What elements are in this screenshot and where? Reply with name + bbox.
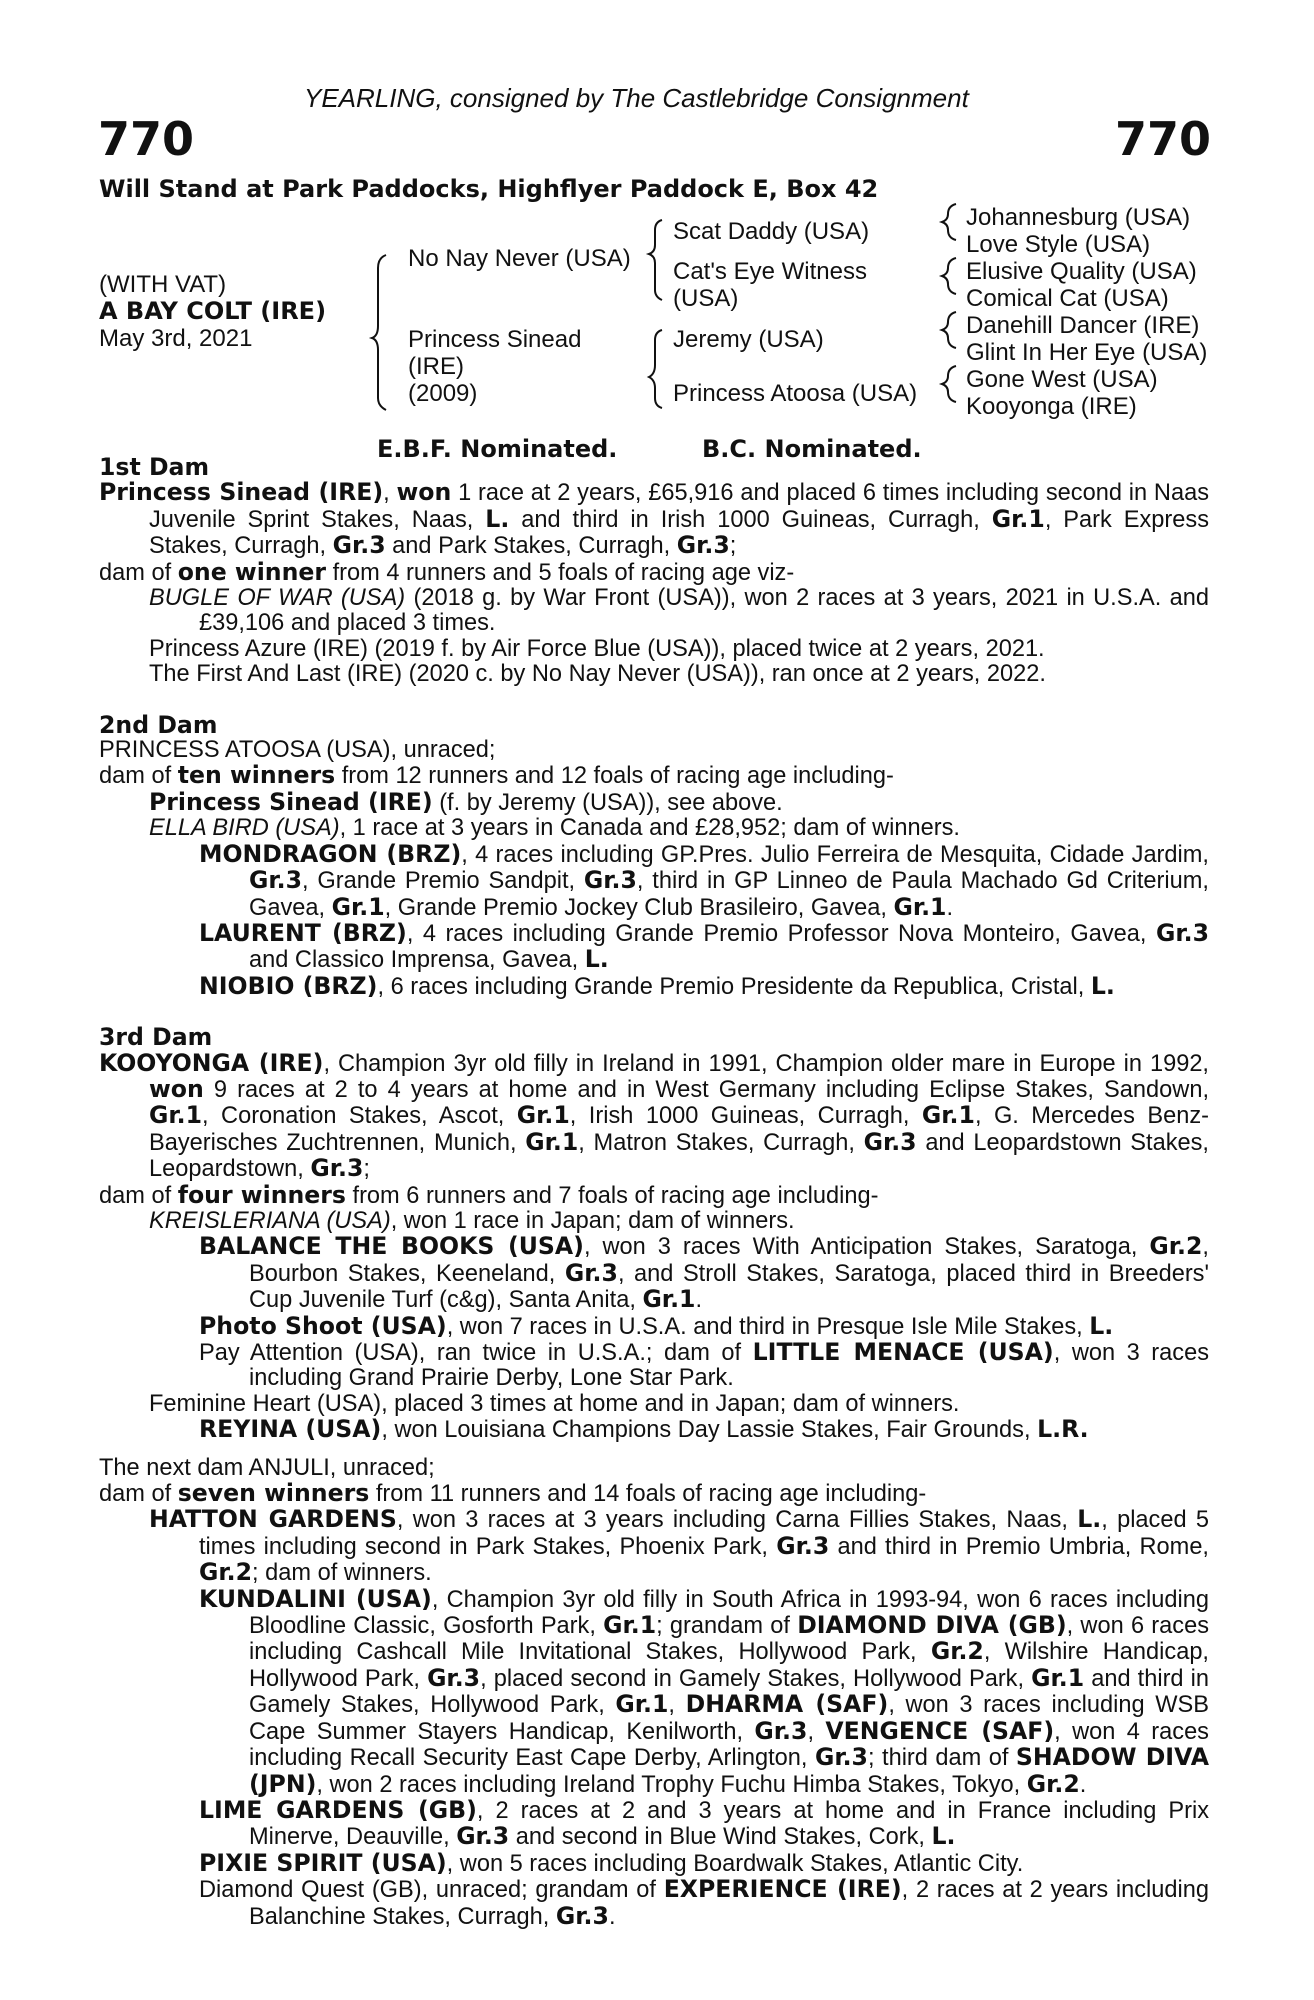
progeny-text: , won 3 races at 3 years including Carna Fillies Stakes, Naas, <box>396 1507 1078 1534</box>
group-mark: Gr.3 <box>676 531 730 560</box>
grand-progeny-item <box>99 1848 1209 1877</box>
dam3-winners: four winners <box>177 1180 346 1209</box>
dam1-text: 1 race at 2 years, £65,916 and placed 6 times including second in Naas Juvenile Sprint Stakes, Naas, <box>149 480 1209 533</box>
progeny-text: , won 4 races including Recall Security East Cape Derby, Arlington, <box>249 1718 1209 1772</box>
dam1-text: and third in Irish 1000 Guineas, Curragh, <box>509 506 992 533</box>
dam-dam-sire: Gone West (USA) <box>966 366 1158 393</box>
progeny-text: . <box>608 1903 616 1930</box>
group-mark: Gr.1 <box>331 892 385 921</box>
dam-dam-dam: Kooyonga (IRE) <box>966 393 1137 420</box>
grand-progeny-item <box>99 839 1209 921</box>
lot-number-left: 770 <box>98 112 195 166</box>
progeny-name: LIME GARDENS (GB) <box>199 1795 477 1824</box>
group-mark: Gr.1 <box>921 1101 975 1130</box>
progeny-name: PIXIE SPIRIT (USA) <box>199 1848 447 1877</box>
listed-mark: L. <box>931 1822 956 1851</box>
dam-sire-dam: Glint In Her Eye (USA) <box>966 339 1208 366</box>
sire-dam-sire: Elusive Quality (USA) <box>966 258 1197 285</box>
dam3-text: , G. Mercedes Benz-Bayerisches Zuchtrennen, Munich, <box>149 1103 1209 1156</box>
dam4-winners: seven winners <box>177 1479 370 1508</box>
progeny-name: ELLA BIRD (USA) <box>149 815 340 842</box>
progeny-name: LAURENT (BRZ) <box>199 918 407 947</box>
group-mark: Gr.3 <box>310 1154 364 1183</box>
group-mark: Gr.3 <box>1155 918 1209 947</box>
dam3-text: , Champion 3yr old filly in Ireland in 1991, Champion older mare in Europe in 1992, <box>323 1050 1209 1077</box>
dam1-won: won <box>396 478 452 507</box>
grand-progeny-item <box>99 1234 1209 1313</box>
grand-progeny-item <box>99 1877 1209 1930</box>
progeny-text: , won 6 races including Cashcall Mile Invitational Stakes, Hollywood Park, <box>249 1613 1209 1666</box>
dam3-text: , Coronation Stakes, Ascot, <box>202 1103 517 1130</box>
progeny-item: Feminine Heart (USA), placed 3 times at home and in Japan; dam of winners. <box>149 1390 960 1417</box>
ebf-nomination: E.B.F. Nominated. <box>377 435 618 463</box>
dam1-damof: dam of <box>99 559 178 586</box>
progeny-name: REYINA (USA) <box>199 1415 382 1444</box>
progeny-text: , 1 race at 3 years in Canada and £28,952; dam of winners. <box>339 815 960 842</box>
dam1-damof: from 4 runners and 5 foals of racing age viz- <box>326 559 795 586</box>
dam1-record: Princess Sinead (IRE), won 1 race at 2 years, £65,916 and placed 6 times including second in Naas Juvenile Sprint Stakes, Naas, L. and third in Irish 1000 Guineas, Curragh, Gr.1, Park Express Stakes, Curragh, Gr.3 and Park Stakes, Curragh, Gr.3; <box>99 478 1209 560</box>
dam-name-line2: (IRE) <box>408 353 464 380</box>
progeny-text: ; third dam of <box>867 1745 1016 1772</box>
group-mark: Gr.3 <box>249 866 303 895</box>
dam2-heading: 2nd Dam <box>99 710 218 739</box>
progeny-text: , 6 races including Grande Premio Presidente da Republica, Cristal, <box>377 973 1091 1000</box>
group-mark: Gr.3 <box>754 1716 808 1745</box>
dam3-won: won <box>149 1074 204 1103</box>
progeny-name: Princess Sinead (IRE) <box>149 787 433 816</box>
progeny-name: KREISLERIANA (USA) <box>149 1207 391 1234</box>
progeny-item: The First And Last (IRE) (2020 c. by No Nay Never (USA)), ran once at 2 years, 2022. <box>149 661 1046 688</box>
progeny-item <box>99 787 1209 816</box>
progeny-text: . <box>1079 1771 1087 1798</box>
progeny-text: (2018 g. by War Front (USA)), won 2 races at 3 years, 2021 in U.S.A. and £39,106 and placed 3 times. <box>199 585 1210 637</box>
progeny-text: , won 5 races including Boardwalk Stakes, Atlantic City. <box>446 1850 1024 1877</box>
sire-dam-dam: Comical Cat (USA) <box>966 285 1169 312</box>
progeny-text: , won 3 races including WSB Cape Summer Stayers Handicap, Kenilworth, <box>249 1692 1209 1745</box>
progeny-text: , Grande Premio Jockey Club Brasileiro, Gavea, <box>384 894 894 921</box>
progeny-name: BALANCE THE BOOKS (USA) <box>199 1232 584 1261</box>
progeny-text: , 4 races including GP.Pres. Julio Ferreira de Mesquita, Cidade Jardim, <box>461 841 1209 868</box>
grand-progeny-item <box>99 1584 1209 1798</box>
dam2-winners: ten winners <box>177 761 336 790</box>
dam3-text: , Irish 1000 Guineas, Curragh, <box>569 1103 922 1130</box>
progeny-name: DHARMA (SAF) <box>685 1690 889 1719</box>
dam-name-line3: (2009) <box>408 380 478 407</box>
sire-dam-line2: (USA) <box>673 285 739 312</box>
progeny-item <box>99 1209 1209 1234</box>
progeny-text: (f. by Jeremy (USA)), see above. <box>432 789 783 816</box>
dam1-text: and Park Stakes, Curragh, <box>385 533 677 560</box>
progeny-name: HATTON GARDENS <box>149 1505 397 1534</box>
progeny-text: , 4 races including Grande Premio Professor Nova Monteiro, Gavea, <box>406 920 1156 947</box>
progeny-name: BUGLE OF WAR (USA) <box>149 585 406 612</box>
grand-progeny-item <box>99 1340 1209 1392</box>
progeny-item: Princess Azure (IRE) (2019 f. by Air Force Blue (USA)), placed twice at 2 years, 2021. <box>149 635 1045 662</box>
progeny-text: , Champion 3yr old filly in South Africa in 1993-94, won 6 races including Bloodline Classic, Gosforth Park, <box>249 1586 1209 1640</box>
listed-mark: L.R. <box>1037 1415 1089 1444</box>
progeny-name: SHADOW DIVA (JPN) <box>249 1743 1209 1798</box>
sire-sire-sire: Johannesburg (USA) <box>966 204 1191 231</box>
horse-name: A BAY COLT (IRE) <box>99 297 327 325</box>
progeny-text: , <box>668 1692 686 1719</box>
dam4-produce-summary <box>99 1481 1209 1507</box>
dam4-damof: dam of <box>99 1481 178 1508</box>
dam-sire-sire: Danehill Dancer (IRE) <box>966 312 1200 339</box>
group-mark: Gr.3 <box>555 1901 609 1930</box>
group-mark: Gr.3 <box>814 1743 868 1772</box>
dam-dam: Princess Atoosa (USA) <box>673 380 918 407</box>
progeny-text: Pay Attention (USA), ran twice in U.S.A.; dam of <box>199 1340 753 1366</box>
group-mark: Gr.1 <box>615 1690 669 1719</box>
group-mark: Gr.2 <box>199 1558 253 1587</box>
group-mark: Gr.2 <box>1026 1769 1080 1798</box>
progeny-item <box>99 1507 1209 1586</box>
group-mark: Gr.1 <box>1031 1663 1085 1692</box>
progeny-text: , and Stroll Stakes, Saratoga, placed third in Breeders' Cup Juvenile Turf (c&g), Santa Anita, <box>249 1260 1209 1314</box>
dam3-name: KOOYONGA (IRE) <box>99 1048 324 1077</box>
group-mark: Gr.1 <box>893 892 947 921</box>
dam2-damof: dam of <box>99 763 178 790</box>
sire-sire: Scat Daddy (USA) <box>673 218 870 245</box>
dam2-line: PRINCESS ATOOSA (USA), unraced; <box>99 737 496 764</box>
dam3-damof: dam of <box>99 1182 178 1209</box>
listed-mark: L. <box>1089 1311 1114 1340</box>
progeny-name: EXPERIENCE (IRE) <box>663 1875 902 1904</box>
sire-dam-line1: Cat's Eye Witness <box>673 258 867 285</box>
progeny-name: MONDRAGON (BRZ) <box>199 839 462 868</box>
progeny-text: and Classico Imprensa, Gavea, <box>249 947 585 974</box>
progeny-text: , <box>807 1718 826 1745</box>
dam1-produce-summary <box>99 557 1209 586</box>
dam3-damof: from 6 runners and 7 foals of racing age including- <box>345 1182 879 1209</box>
progeny-text: , won Louisiana Champions Day Lassie Stakes, Fair Grounds, <box>381 1417 1038 1444</box>
dam3-text: ; <box>363 1156 370 1183</box>
progeny-text: , won 1 race in Japan; dam of winners. <box>390 1207 795 1234</box>
foaling-date: May 3rd, 2021 <box>99 325 253 352</box>
dam3-text: and Leopardstown Stakes, Leopardstown, <box>149 1129 1209 1183</box>
group-mark: Gr.3 <box>332 531 386 560</box>
group-mark: Gr.1 <box>149 1101 203 1130</box>
dam3-text: 9 races at 2 to 4 years at home and in West Germany including Eclipse Stakes, Sandown, <box>203 1076 1209 1103</box>
progeny-item <box>99 816 1209 841</box>
progeny-text: , 2 races at 2 years including Balanchine Stakes, Curragh, <box>249 1877 1210 1930</box>
consignment-subtitle: YEARLING, consigned by The Castlebridge Consignment <box>304 83 969 113</box>
group-mark: Gr.1 <box>991 504 1045 533</box>
grand-progeny-item <box>99 971 1209 1000</box>
progeny-text: , won 3 races With Anticipation Stakes, Saratoga, <box>583 1234 1150 1261</box>
progeny-name: NIOBIO (BRZ) <box>199 971 378 1000</box>
progeny-name: LITTLE MENACE (USA) <box>752 1338 1054 1366</box>
dam4-damof: from 11 runners and 14 foals of racing age including- <box>369 1481 927 1508</box>
progeny-text: ; dam of winners. <box>252 1560 432 1587</box>
dam1-text: , Park Express Stakes, Curragh, <box>149 506 1209 560</box>
progeny-text: , third in GP Linneo de Paula Machado Gd Criterium, Gavea, <box>249 868 1209 921</box>
listed-mark: L. <box>485 504 510 533</box>
group-mark: Gr.3 <box>863 1127 917 1156</box>
progeny-name: VENGENCE (SAF) <box>825 1716 1055 1745</box>
dam-sire: Jeremy (USA) <box>673 326 824 353</box>
progeny-text: , placed second in Gamely Stakes, Hollywood Park, <box>480 1665 1032 1692</box>
dam2-produce-summary <box>99 763 1209 789</box>
group-mark: Gr.3 <box>776 1531 830 1560</box>
progeny-item <box>99 586 1209 637</box>
sire-sire-dam: Love Style (USA) <box>966 231 1151 258</box>
stand-location: Will Stand at Park Paddocks, Highflyer Paddock E, Box 42 <box>99 175 879 203</box>
listed-mark: L. <box>584 945 609 974</box>
progeny-text: . <box>946 894 954 921</box>
sire-name: No Nay Never (USA) <box>408 245 631 272</box>
progeny-text: , won 3 races including Grand Prairie Derby, Lone Star Park. <box>249 1340 1209 1392</box>
progeny-text: and third in Gamely Stakes, Hollywood Park, <box>249 1665 1209 1719</box>
group-mark: Gr.3 <box>427 1663 481 1692</box>
grand-progeny-item <box>99 1795 1209 1851</box>
progeny-text: , placed 5 times including second in Park Stakes, Phoenix Park, <box>199 1507 1209 1560</box>
listed-mark: L. <box>1090 971 1115 1000</box>
dam3-text: , Matron Stakes, Curragh, <box>578 1129 864 1156</box>
progeny-text: , won 2 races including Ireland Trophy Fuchu Himba Stakes, Tokyo, <box>316 1771 1027 1798</box>
group-mark: Gr.3 <box>564 1258 618 1287</box>
vat-note: (WITH VAT) <box>99 271 227 298</box>
group-mark: Gr.2 <box>1149 1232 1203 1261</box>
progeny-name: DIAMOND DIVA (GB) <box>797 1611 1067 1640</box>
progeny-text: . <box>695 1287 703 1314</box>
dam3-heading: 3rd Dam <box>99 1023 213 1052</box>
dam2-damof: from 12 runners and 12 foals of racing age including- <box>335 763 894 790</box>
grand-progeny-item <box>99 1417 1209 1443</box>
progeny-text: and second in Blue Wind Stakes, Cork, <box>509 1824 932 1851</box>
dam1-name: Princess Sinead (IRE) <box>99 478 384 507</box>
progeny-text: , Wilshire Handicap, Hollywood Park, <box>249 1639 1209 1692</box>
dam1-text: ; <box>729 533 737 560</box>
dam-name-line1: Princess Sinead <box>408 326 582 353</box>
progeny-text: Diamond Quest (GB), unraced; grandam of <box>199 1877 664 1904</box>
progeny-text: , won 7 races in U.S.A. and third in Presque Isle Mile Stakes, <box>446 1313 1090 1340</box>
progeny-name: KUNDALINI (USA) <box>199 1584 432 1613</box>
group-mark: Gr.3 <box>583 866 637 895</box>
progeny-text: ; grandam of <box>656 1613 798 1640</box>
bc-nomination: B.C. Nominated. <box>702 435 922 463</box>
progeny-text: and third in Premio Umbria, Rome, <box>829 1533 1209 1560</box>
grand-progeny-item <box>99 1311 1209 1340</box>
progeny-name: Photo Shoot (USA) <box>199 1311 447 1340</box>
group-mark: Gr.1 <box>603 1611 657 1640</box>
catalogue-body <box>99 455 1209 1930</box>
group-mark: Gr.3 <box>456 1822 510 1851</box>
group-mark: Gr.1 <box>516 1101 570 1130</box>
lot-number-right: 770 <box>1115 112 1212 166</box>
group-mark: Gr.1 <box>525 1127 579 1156</box>
listed-mark: L. <box>1077 1505 1102 1534</box>
group-mark: Gr.1 <box>642 1285 696 1314</box>
dam4-line: The next dam ANJULI, unraced; <box>99 1454 435 1481</box>
grand-progeny-item <box>99 918 1209 974</box>
dam3-record <box>99 1048 1209 1183</box>
dam1-heading: 1st Dam <box>99 453 210 481</box>
dam1-winners: one winner <box>177 557 327 586</box>
progeny-text: , Grande Premio Sandpit, <box>302 868 584 895</box>
progeny-text: , Bourbon Stakes, Keeneland, <box>249 1234 1209 1287</box>
progeny-text: , 2 races at 2 and 3 years at home and in France including Prix Minerve, Deauville, <box>249 1797 1209 1851</box>
group-mark: Gr.2 <box>930 1637 984 1666</box>
dam3-produce-summary <box>99 1180 1209 1209</box>
